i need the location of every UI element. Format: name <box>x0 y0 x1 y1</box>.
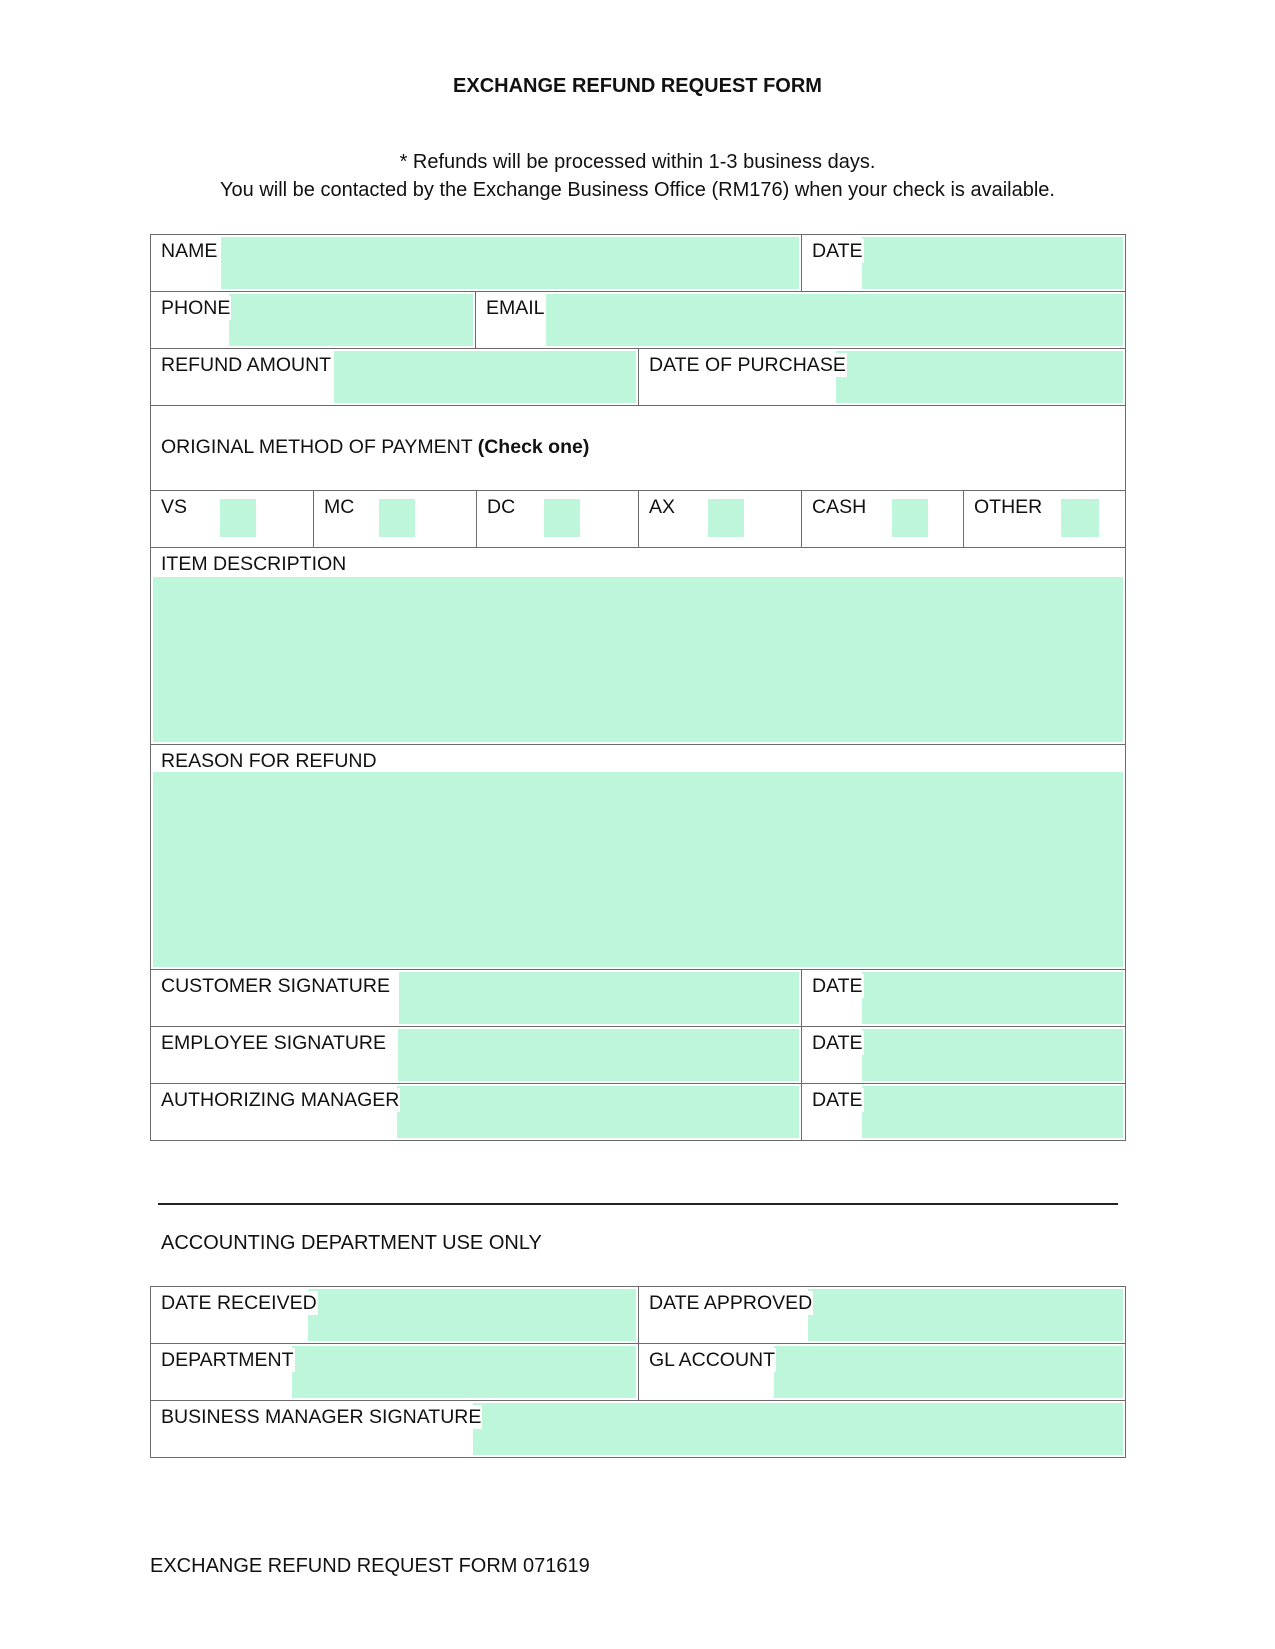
phone-field[interactable] <box>229 294 473 346</box>
payment-heading-hint: (Check one) <box>477 436 590 458</box>
mc-checkbox[interactable] <box>379 499 415 537</box>
gl-account-field[interactable] <box>774 1346 1123 1398</box>
date-label: DATE <box>812 1032 863 1054</box>
name-cell <box>150 234 802 292</box>
reason-for-refund-label: REASON FOR REFUND <box>161 750 377 772</box>
authorizing-manager-cell <box>150 1083 802 1141</box>
reason-for-refund-field[interactable] <box>153 772 1123 967</box>
date-label: DATE <box>812 975 863 997</box>
payment-option-label: OTHER <box>974 496 1043 518</box>
refund-amount-field[interactable] <box>334 351 636 403</box>
department-label: DEPARTMENT <box>161 1349 294 1371</box>
employee-signature-label: EMPLOYEE SIGNATURE <box>161 1032 387 1054</box>
reason-for-refund-cell <box>150 744 1126 970</box>
phone-label: PHONE <box>161 297 231 319</box>
dc-checkbox[interactable] <box>544 499 580 537</box>
date-received-field[interactable] <box>308 1289 636 1341</box>
customer-signature-field[interactable] <box>399 972 799 1024</box>
processing-note: * Refunds will be processed within 1-3 business days. <box>399 151 876 173</box>
gl-account-cell <box>638 1343 1126 1401</box>
customer-date-cell <box>801 969 1126 1027</box>
other-checkbox[interactable] <box>1061 499 1099 537</box>
business-manager-signature-field[interactable] <box>473 1403 1123 1455</box>
date-received-cell <box>150 1286 639 1344</box>
phone-cell <box>150 291 476 349</box>
employee-signature-cell <box>150 1026 802 1084</box>
section-divider <box>158 1203 1118 1205</box>
accounting-heading: ACCOUNTING DEPARTMENT USE ONLY <box>161 1232 542 1254</box>
name-label: NAME <box>161 240 218 262</box>
date-received-label: DATE RECEIVED <box>161 1292 317 1314</box>
department-field[interactable] <box>292 1346 636 1398</box>
payment-option-dc <box>476 490 639 548</box>
item-description-field[interactable] <box>153 577 1123 742</box>
contact-note: You will be contacted by the Exchange Business Office (RM176) when your check is available. <box>220 179 1055 201</box>
item-description-label: ITEM DESCRIPTION <box>161 553 347 575</box>
date-approved-field[interactable] <box>808 1289 1123 1341</box>
date-label: DATE <box>812 1089 863 1111</box>
business-manager-signature-cell <box>150 1400 1126 1458</box>
payment-option-cash <box>801 490 964 548</box>
payment-option-label: CASH <box>812 496 867 518</box>
manager-date-cell <box>801 1083 1126 1141</box>
payment-option-label: VS <box>161 496 188 518</box>
date-approved-cell <box>638 1286 1126 1344</box>
ax-checkbox[interactable] <box>708 499 744 537</box>
date-of-purchase-label: DATE OF PURCHASE <box>649 354 846 376</box>
date-of-purchase-field[interactable] <box>836 351 1123 403</box>
payment-option-label: AX <box>649 496 676 518</box>
vs-checkbox[interactable] <box>220 499 256 537</box>
authorizing-manager-field[interactable] <box>397 1086 799 1138</box>
business-manager-signature-label: BUSINESS MANAGER SIGNATURE <box>161 1406 482 1428</box>
payment-heading <box>161 435 590 459</box>
payment-heading-cell <box>150 405 1126 491</box>
employee-signature-field[interactable] <box>398 1029 799 1081</box>
date-field[interactable] <box>862 237 1123 289</box>
date-label: DATE <box>812 240 863 262</box>
payment-option-label: MC <box>324 496 355 518</box>
gl-account-label: GL ACCOUNT <box>649 1349 776 1371</box>
payment-option-vs <box>150 490 314 548</box>
manager-date-field[interactable] <box>862 1086 1123 1138</box>
employee-date-field[interactable] <box>862 1029 1123 1081</box>
form-footer: EXCHANGE REFUND REQUEST FORM 071619 <box>150 1555 590 1577</box>
payment-option-label: DC <box>487 496 516 518</box>
email-field[interactable] <box>546 294 1123 346</box>
customer-signature-cell <box>150 969 802 1027</box>
form-title: EXCHANGE REFUND REQUEST FORM <box>453 75 822 97</box>
employee-date-cell <box>801 1026 1126 1084</box>
email-cell <box>475 291 1126 349</box>
payment-option-ax <box>638 490 802 548</box>
department-cell <box>150 1343 639 1401</box>
email-label: EMAIL <box>486 297 545 319</box>
customer-date-field[interactable] <box>862 972 1123 1024</box>
customer-signature-label: CUSTOMER SIGNATURE <box>161 975 390 997</box>
refund-amount-label: REFUND AMOUNT <box>161 354 332 376</box>
payment-option-other <box>963 490 1126 548</box>
date-cell <box>801 234 1126 292</box>
payment-option-mc <box>313 490 477 548</box>
cash-checkbox[interactable] <box>892 499 928 537</box>
payment-heading-text: ORIGINAL METHOD OF PAYMENT <box>161 436 473 458</box>
name-field[interactable] <box>221 237 799 289</box>
authorizing-manager-label: AUTHORIZING MANAGER <box>161 1089 400 1111</box>
refund-amount-cell <box>150 348 639 406</box>
item-description-cell <box>150 547 1126 745</box>
date-approved-label: DATE APPROVED <box>649 1292 813 1314</box>
date-of-purchase-cell <box>638 348 1126 406</box>
